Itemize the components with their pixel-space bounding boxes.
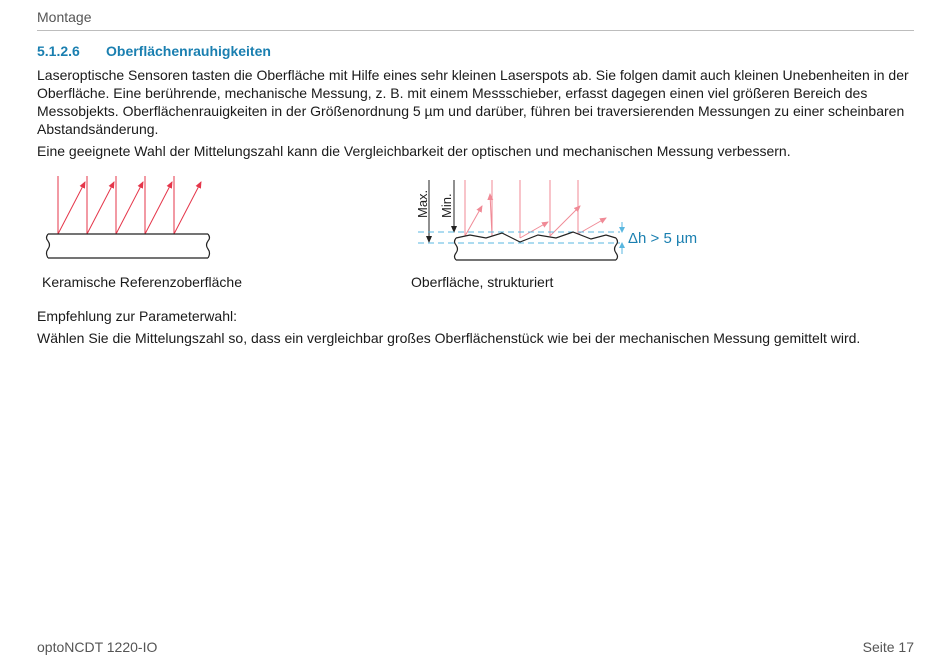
figure-reference-surface [40, 172, 220, 267]
running-header: Montage [37, 9, 92, 25]
delta-h-label: Δh > 5 µm [628, 230, 698, 247]
figure-structured-surface [410, 172, 710, 267]
caption-reference-surface: Keramische Referenzoberfläche [42, 274, 242, 290]
laser-beams [58, 176, 201, 234]
label-min: Min. [439, 193, 454, 218]
laser-beams [465, 180, 606, 238]
label-max: Max. [415, 189, 430, 218]
surface-block [455, 232, 618, 260]
header-divider [37, 30, 914, 31]
footer-product: optoNCDT 1220-IO [37, 639, 158, 655]
section-heading [37, 43, 271, 59]
section-title: Oberflächenrauhigkeiten [106, 43, 271, 59]
section-number: 5.1.2.6 [37, 43, 80, 59]
recommendation-label: Empfehlung zur Parameterwahl: [37, 308, 237, 324]
recommendation-text: Wählen Sie die Mittelungszahl so, dass ein vergleichbar großes Oberflächenstück wie bei der mechanischen Messung gemittelt wird. [37, 330, 861, 346]
caption-structured-surface: Oberfläche, strukturiert [411, 274, 554, 290]
footer-page-number: Seite 17 [862, 639, 914, 655]
body-paragraph-2: Eine geeignete Wahl der Mittelungszahl kann die Vergleichbarkeit der optischen und mechanischen Messung verbessern. [37, 143, 791, 159]
body-paragraph-1: Laseroptische Sensoren tasten die Oberfläche mit Hilfe eines sehr kleinen Laserspots ab. Sie folgen damit auch kleinen Unebenheiten in der Oberfläche. Eine berührende, mechanische Messung, z. B. mit einem Messschieber, erfasst dagegen einen viel größeren Bereich des Messobjekts. Oberflächenrauigkeiten in der Größenordnung 5 µm und darüber, führen bei traversierenden Messungen zu einer scheinbaren Abstandsänderung. [37, 67, 909, 137]
surface-block [47, 234, 210, 258]
